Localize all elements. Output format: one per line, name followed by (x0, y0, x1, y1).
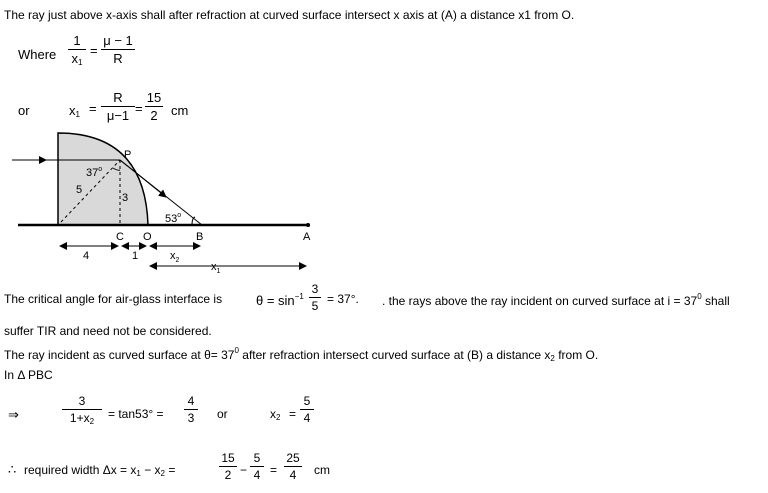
label-53: 53$^o$ (165, 212, 182, 225)
label-P: P (124, 149, 132, 161)
fraction-bar (219, 466, 237, 467)
eq3-tan: = tan53° = (108, 407, 164, 421)
critical-angle-text: The critical angle for air-glass interface is (4, 292, 223, 306)
eq3-ratio-denominator: 3 (187, 411, 195, 425)
incident-text: The ray incident as curved surface at $\theta= 37^0$ after refraction intersect curved surface at (B) a distance $x_2$ from O. (4, 346, 599, 363)
dim-label-4: 4 (83, 250, 90, 262)
dim-label-x2: $x_2$ (170, 250, 180, 264)
critical-line2: suffer TIR and need not be considered. (4, 324, 212, 338)
eq2-unit: cm (171, 103, 189, 118)
or-label: or (18, 103, 30, 118)
eq4-c-denominator: 4 (289, 468, 297, 482)
critical-numerator: 3 (311, 282, 319, 296)
eq2-r-numerator: R (113, 90, 123, 105)
where-label: Where (18, 47, 57, 62)
eq4-minus: − (240, 463, 248, 477)
eq4-fraction-b (250, 452, 264, 481)
dim-label-x1: $x_1$ (211, 261, 221, 275)
eq4-fraction-a (219, 452, 237, 481)
therefore-symbol: ∴ (8, 462, 17, 477)
eq4-fraction-c (284, 452, 302, 481)
triangle-text: In Δ PBC (4, 368, 53, 382)
eq2-equals: = (89, 101, 97, 116)
eq3-value-denominator: 4 (303, 411, 311, 425)
eq3-numerator: 3 (78, 394, 86, 408)
eq3-ratio-fraction (184, 395, 198, 424)
label-B: B (196, 231, 204, 243)
critical-theta: $\theta = \sin^{-1}$ (256, 292, 304, 308)
eq2-value-numerator: 15 (146, 90, 162, 105)
eq3-fraction (62, 395, 102, 426)
eq3-x2: $x_2$ (270, 407, 281, 422)
eq3-equals: = (289, 407, 297, 421)
eq2-equals-2: = (135, 101, 143, 116)
eq4-unit: cm (314, 463, 330, 477)
label-A: A (303, 231, 311, 243)
fraction-bar (62, 409, 102, 410)
eq1-lhs-denominator: $x_1$ (71, 51, 83, 67)
eq4-a-denominator: 2 (224, 468, 232, 482)
fraction-bar (309, 297, 321, 298)
eq4-b-numerator: 5 (253, 451, 261, 465)
eq2-x1: $x_1$ (69, 103, 80, 119)
critical-fraction (309, 283, 321, 312)
label-37: 37$^o$ (86, 166, 103, 179)
label-O: O (143, 231, 152, 243)
eq4-c-numerator: 25 (286, 451, 300, 465)
eq1-rhs-denominator: R (113, 51, 123, 66)
implies-symbol: ⇒ (8, 407, 19, 422)
eq3-value-numerator: 5 (303, 394, 311, 408)
critical-result: = 37°. (327, 292, 359, 306)
eq3-denominator: $1+x_2$ (69, 411, 95, 426)
label-3: 3 (122, 192, 129, 204)
eq4-b-denominator: 4 (253, 468, 261, 482)
eq3-or: or (217, 407, 228, 421)
dim-label-1: 1 (132, 250, 139, 262)
glass-quarter-circle (58, 133, 148, 225)
eq2-r-denominator: μ−1 (106, 108, 130, 123)
fraction-bar (250, 466, 264, 467)
critical-denominator: 5 (311, 299, 319, 313)
label-C: C (116, 231, 124, 243)
fraction-bar (284, 466, 302, 467)
intro-text: The ray just above x-axis shall after refraction at curved surface intersect x axis at (A) a distance x1 from O. (4, 8, 575, 22)
eq3-value-fraction (300, 395, 314, 424)
eq4-equals: = (270, 463, 278, 477)
eq1-lhs-numerator: 1 (73, 33, 81, 48)
label-5: 5 (76, 184, 83, 196)
eq3-ratio-numerator: 4 (187, 394, 195, 408)
fraction-bar (300, 409, 314, 410)
fraction-bar (184, 409, 198, 410)
eq1-rhs-numerator: μ − 1 (103, 33, 133, 48)
eq1-equals: = (90, 43, 98, 58)
eq4-a-numerator: 15 (221, 451, 235, 465)
eq2-value-denominator: 2 (150, 108, 158, 123)
eq4-text: required width $\Delta x = x_1 - x_2$ = (24, 463, 176, 478)
point-A-dot (306, 223, 310, 227)
critical-suffix: . the rays above the ray incident on curved surface at $i = 37^0$ shall (382, 292, 730, 308)
